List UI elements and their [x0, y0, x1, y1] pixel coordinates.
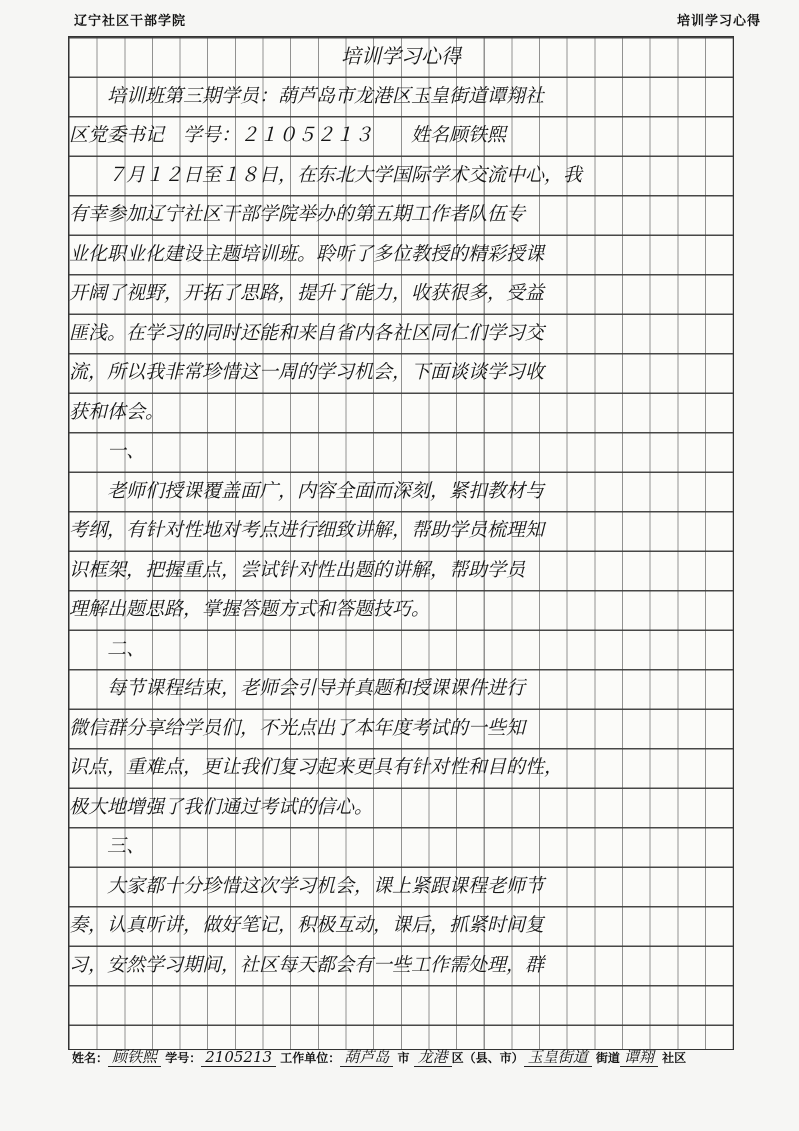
- essay-line: ７月１２日至１８日，在东北大学国际学术交流中心，我: [69, 164, 583, 186]
- essay-line: 每节课程结束，老师会引导并真题和授课课件进行: [69, 677, 526, 699]
- essay-line: 区党委书记 学号：２１０５２１３ 姓名顾铁熙: [69, 124, 507, 146]
- street-label: 街道: [595, 1051, 620, 1065]
- essay-line: 有幸参加辽宁社区干部学院举办的第五期工作者队伍专: [69, 203, 526, 225]
- school-name-header: 辽宁社区干部学院: [74, 14, 187, 29]
- essay-line: 考纲，有针对性地对考点进行细致讲解，帮助学员梳理知: [69, 519, 545, 541]
- community-label: 社区: [662, 1051, 687, 1065]
- essay-line: 三、: [69, 835, 146, 857]
- page-type-header: 培训学习心得: [676, 14, 761, 29]
- essay-line: 老师们授课覆盖面广，内容全面而深刻，紧扣教材与: [69, 480, 545, 502]
- street-value: 玉皇街道: [524, 1048, 592, 1067]
- community-value: 谭翔: [620, 1048, 658, 1067]
- essay-line: 识框架，把握重点，尝试针对性出题的讲解，帮助学员: [69, 559, 526, 581]
- work-unit-label: 工作单位：: [280, 1051, 341, 1065]
- district-value: 龙港: [414, 1048, 452, 1067]
- essay-line: 二、: [69, 638, 146, 660]
- student-id-label: 学号：: [165, 1051, 202, 1065]
- essay-line: 匪浅。在学习的同时还能和来自省内各社区同仁们学习交: [69, 322, 545, 344]
- city-value: 葫芦岛: [340, 1048, 393, 1067]
- essay-line: 习，安然学习期间，社区每天都会有一些工作需处理，群: [69, 954, 545, 976]
- essay-line: 微信群分享给学员们，不光点出了本年度考试的一些知: [69, 717, 526, 739]
- name-value: 顾铁熙: [108, 1048, 161, 1067]
- district-label: 区（县、市）: [451, 1051, 524, 1065]
- essay-line: 开阔了视野，开拓了思路，提升了能力，收获很多，受益: [69, 282, 545, 304]
- essay-line: 培训班第三期学员：葫芦岛市龙港区玉皇街道谭翔社: [69, 85, 545, 107]
- essay-title: 培训学习心得: [341, 44, 461, 68]
- essay-line: 获和体会。: [69, 401, 165, 423]
- essay-line: 业化职业化建设主题培训班。聆听了多位教授的精彩授课: [69, 243, 545, 265]
- essay-grid-paper: [68, 36, 734, 1050]
- name-label: 姓名：: [72, 1051, 109, 1065]
- essay-line: 理解出题思路，掌握答题方式和答题技巧。: [69, 598, 431, 620]
- city-label: 市: [397, 1051, 410, 1065]
- essay-line: 大家都十分珍惜这次学习机会，课上紧跟课程老师节: [69, 875, 545, 897]
- essay-line: 极大地增强了我们通过考试的信心。: [69, 796, 374, 818]
- essay-line: 奏，认真听讲，做好笔记，积极互动，课后，抓紧时间复: [69, 914, 545, 936]
- student-info-footer: [72, 1046, 762, 1067]
- essay-line: 识点，重难点，更让我们复习起来更具有针对性和目的性，: [69, 756, 564, 778]
- student-id-value: 2105213: [201, 1048, 276, 1067]
- essay-line: 一、: [69, 440, 146, 462]
- essay-line: 流，所以我非常珍惜这一周的学习机会，下面谈谈学习收: [69, 361, 545, 383]
